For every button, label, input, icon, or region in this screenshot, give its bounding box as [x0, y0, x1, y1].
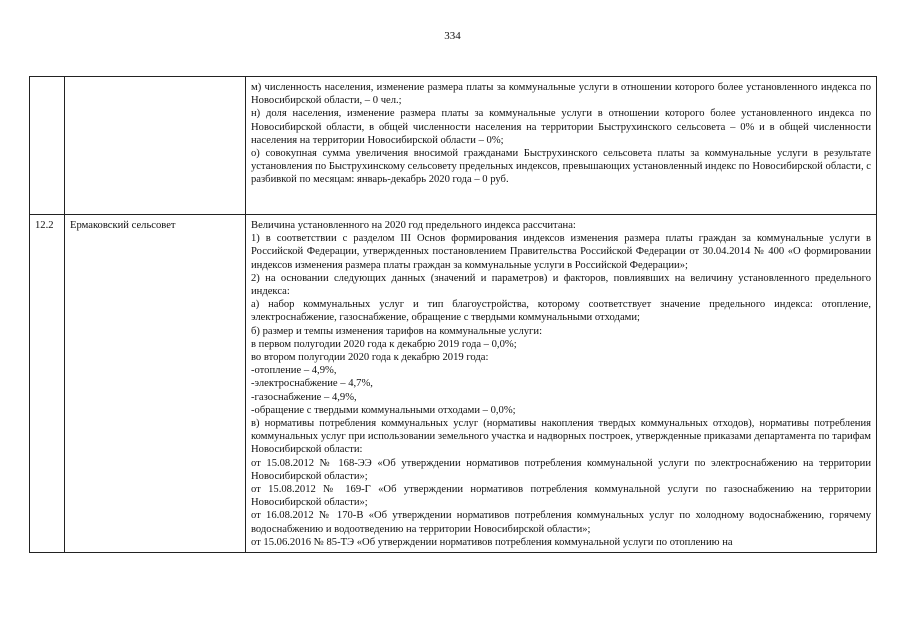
- document-table: [29, 76, 877, 553]
- paragraph: от 15.06.2016 № 85-ТЭ «Об утверждении нормативов потребления коммунальной услуги по отоплению на: [251, 536, 733, 548]
- paragraph: в первом полугодии 2020 года к декабрю 2019 года – 0,0%;: [251, 338, 517, 350]
- paragraph: -газоснабжение – 4,9%,: [251, 391, 357, 403]
- row-number: [30, 77, 65, 215]
- paragraph: -обращение с твердыми коммунальными отходами – 0,0%;: [251, 404, 516, 416]
- paragraph: б) размер и темпы изменения тарифов на коммунальные услуги:: [251, 325, 543, 337]
- row-description: [246, 215, 877, 553]
- paragraph: -электроснабжение – 4,7%,: [251, 378, 373, 390]
- paragraph: м) численность населения, изменение размера платы за коммунальные услуги в отношении которого более установленного индекса по Новосибирской области, – 0 чел.;: [251, 82, 871, 107]
- paragraph: 2) на основании следующих данных (значений и параметров) и факторов, повлиявших на величину установленного предельного индекса:: [251, 272, 871, 298]
- paragraph: -отопление – 4,9%,: [251, 365, 337, 377]
- paragraph: от 16.08.2012 № 170-В «Об утверждении нормативов потребления коммунальных услуг по холодному водоснабжению, горячему водоснабжению и водоотведению на территории Новосибирской области»;: [251, 510, 871, 535]
- row-description: [246, 77, 877, 215]
- paragraph: 1) в соответствии с разделом III Основ формирования индексов изменения размера платы граждан за коммунальные услуги в Российской Федерации, утвержденных постановлением Правительства Российской Федерации от 30.04.2014 № 400 «О формировании индексов изменения размера платы граждан за коммунальные услуги в Российской Федерации»;: [251, 233, 871, 271]
- paragraph: н) доля населения, изменение размера платы за коммунальные услуги в отношении которого более установленного индекса по Новосибирской области, в общей численности населения на территории Быструхинского сельсовета – 0% и в общей численности населения на территории Новосибирской области – 0%;: [251, 108, 871, 146]
- paragraph: от 15.08.2012 № 168-ЭЭ «Об утверждении нормативов потребления коммунальной услуги по электроснабжению на территории Новосибирской области»;: [251, 457, 871, 482]
- paragraph: а) набор коммунальных услуг и тип благоустройства, которому соответствует значение предельного индекса: отопление, электроснабжение, газоснабжение, обращение с твердыми коммунальными отходами;: [251, 299, 871, 324]
- paragraph: Величина установленного на 2020 год предельного индекса рассчитана:: [251, 220, 576, 231]
- table-row: [30, 215, 877, 553]
- paragraph: о) совокупная сумма увеличения вносимой гражданами Быструхинского сельсовета платы за коммунальные услуги в результате установления по Быструхинскому сельсовету предельных индексов, превышающих установленный индекс по Новосибирской области, с разбивкой по месяцам: январь-декабрь 2020 года – 0 руб.: [251, 148, 871, 186]
- municipality-name: Ермаковский сельсовет: [65, 215, 246, 553]
- paragraph: от 15.08.2012 № 169-Г «Об утверждении нормативов потребления коммунальной услуги по газоснабжению на территории Новосибирской области»;: [251, 484, 871, 509]
- paragraph: во втором полугодии 2020 года к декабрю 2019 года:: [251, 352, 489, 364]
- page-number: 334: [444, 30, 461, 42]
- table-row: [30, 77, 877, 215]
- paragraph: в) нормативы потребления коммунальных услуг (нормативы накопления твердых коммунальных отходов), нормативы потребления коммунальных услуг при использовании земельного участка и надворных построек, утвержденные приказами департамента по тарифам Новосибирской области:: [251, 418, 871, 456]
- row-number: 12.2: [30, 215, 65, 553]
- municipality-name: [65, 77, 246, 215]
